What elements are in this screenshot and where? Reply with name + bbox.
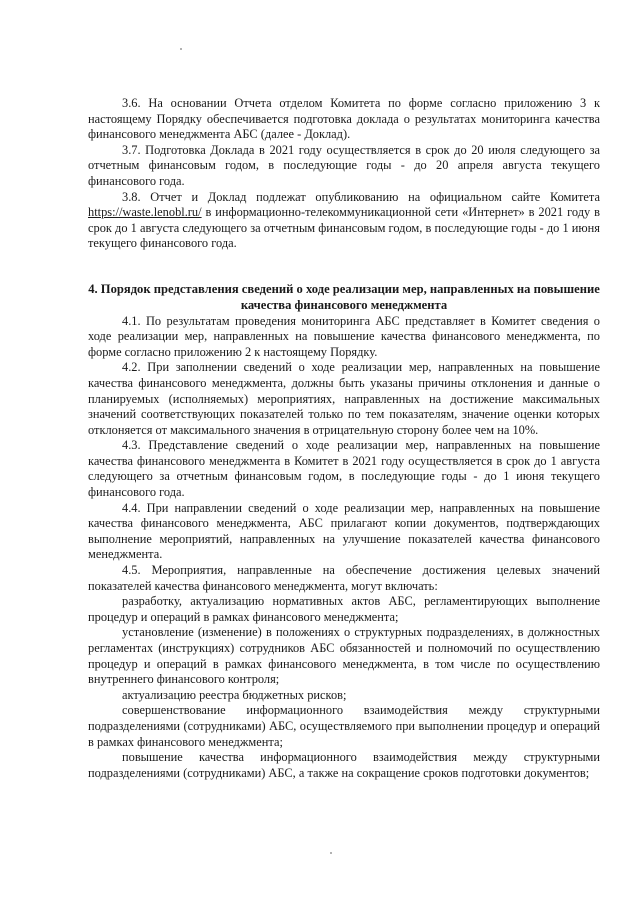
list-item-measure: совершенствование информационного взаимодействия между структурными подразделениями (сотрудниками) АБС, осуществляемого при выполнении процедур и операций в рамках финансового менеджмента;	[88, 703, 600, 749]
website-link[interactable]: https://waste.lenobl.ru/	[88, 205, 202, 220]
list-item-measure: актуализацию реестра бюджетных рисков;	[122, 687, 347, 702]
section-gap	[88, 252, 600, 282]
list-item-measure: разработку, актуализацию нормативных актов АБС, регламентирующих выполнение процедур и операций в рамках финансового менеджмента;	[88, 594, 600, 624]
paragraph-4-5: 4.5. Мероприятия, направленные на обеспечение достижения целевых значений показателей качества финансового менеджмента, могут включать:	[88, 563, 600, 593]
paragraph-3-7: 3.7. Подготовка Доклада в 2021 году осуществляется в срок до 20 июля следующего за отчетным финансовым годом, в последующие годы - до 20 апреля августа текущего финансового года.	[88, 142, 600, 188]
document-body	[88, 96, 600, 781]
paragraph-4-1: 4.1. По результатам проведения мониторинга АБС представляет в Комитет сведения о ходе реализации мер, направленных на повышение качества финансового менеджмента, по форме согласно приложению 2 к настоящему Порядку.	[88, 313, 600, 359]
list-item-measure: повышение качества информационного взаимодействия между структурными подразделениями (сотрудниками) АБС, а также на сокращение сроков подготовки документов;	[88, 750, 600, 780]
paragraph-3-6: 3.6. На основании Отчета отделом Комитета по форме согласно приложению 3 к настоящему Порядку обеспечивается подготовка доклада о результатах мониторинга качества финансового менеджмента АБС (далее - Доклад).	[88, 96, 600, 142]
paragraph-4-4: 4.4. При направлении сведений о ходе реализации мер, направленных на повышение качества финансового менеджмента, АБС прилагают копии документов, подтверждающих выполнение мероприятий, направленных на улучшение показателей качества финансового менеджмента.	[88, 500, 600, 562]
paragraph-3-8-text-start: 3.8. Отчет и Доклад подлежат опубликованию на официальном сайте Комитета	[122, 189, 600, 204]
scan-speck	[330, 852, 332, 854]
paragraph-3-8	[88, 190, 600, 252]
scan-speck	[180, 48, 182, 50]
section-4-title: 4. Порядок представления сведений о ходе реализации мер, направленных на повышение качества финансового менеджмента	[88, 281, 600, 312]
paragraph-3-8-text-end: в информационно-телекоммуникационной сети «Интернет» в 2021 году в срок до 1 августа следующего за отчетным финансовым годом, в последующие годы - до 1 июня текущего финансового года.	[88, 205, 600, 251]
paragraph-4-2: 4.2. При заполнении сведений о ходе реализации мер, направленных на повышение качества финансового менеджмента, должны быть указаны причины отклонения и данные о планируемых (исполняемых) мероприятиях, направленных на достижение максимальных значений соответствующих показателей только по тем показателям, значение оценки которых отклоняется от максимального значения в отрицательную сторону более чем на 10%.	[88, 360, 600, 437]
list-item-measure: установление (изменение) в положениях о структурных подразделениях, в должностных регламентах (инструкциях) сотрудников АБС обязанностей и полномочий по осуществлению процедур и операций в рамках финансового менеджмента, в том числе по осуществлению внутреннего финансового контроля;	[88, 625, 600, 687]
paragraph-4-3: 4.3. Представление сведений о ходе реализации мер, направленных на повышение качества финансового менеджмента в Комитет в 2021 году осуществляется в срок до 1 августа следующего за отчетным финансовым годом, в последующие годы - до 1 июня текущего финансового года.	[88, 438, 600, 500]
